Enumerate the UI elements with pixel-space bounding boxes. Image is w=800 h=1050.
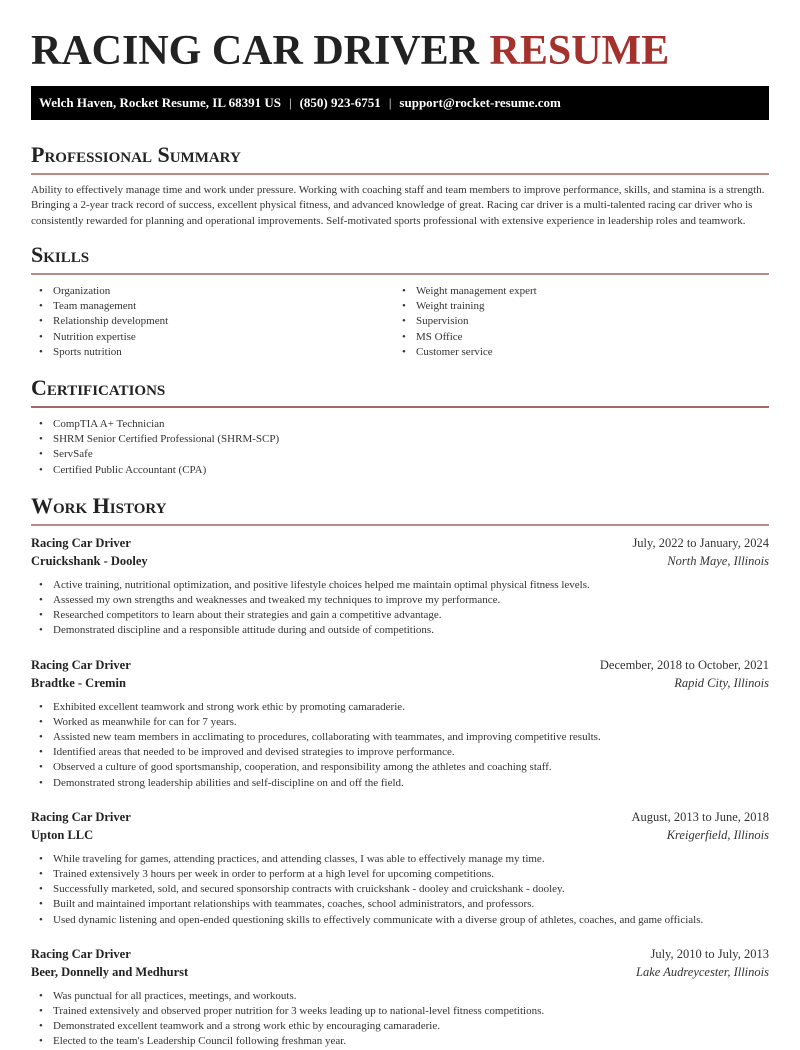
job-company: Beer, Donnelly and Medhurst: [31, 964, 189, 979]
section-divider: [31, 173, 769, 175]
contact-phone[interactable]: (850) 923-6751: [299, 95, 381, 110]
job-company: Upton LLC: [31, 827, 94, 842]
job-location: Kreigerfield, Illinois: [666, 827, 769, 842]
job-bullet: • Exhibited excellent teamwork and strong work ethic by promoting camaraderie.: [31, 700, 769, 715]
job-bullet: • Elected to the team's Leadership Council following freshman year.: [31, 1034, 769, 1049]
job-bullet: • Demonstrated strong leadership abilities and self-discipline on and off the field.: [31, 776, 769, 791]
contact-bar: [31, 86, 769, 120]
job-title: Racing Car Driver: [31, 809, 131, 824]
job-entry: [31, 945, 769, 1050]
certification-item: • Certified Public Accountant (CPA): [31, 463, 769, 478]
job-bullet: • Trained extensively and observed proper nutrition for 3 weeks leading up to national-level fitness competitions.: [31, 1004, 769, 1019]
job-company-row: [31, 674, 769, 692]
skill-item: • Team management: [31, 299, 394, 314]
title-accent: RESUME: [489, 28, 670, 74]
job-entry: [31, 808, 769, 928]
section-heading-work-history: Work History: [31, 492, 167, 518]
certifications-list: [31, 417, 769, 478]
skill-item: • MS Office: [394, 330, 757, 345]
skill-item: • Sports nutrition: [31, 345, 394, 360]
job-header-row: [31, 808, 769, 826]
job-dates: December, 2018 to October, 2021: [599, 657, 769, 672]
job-company-row: [31, 552, 769, 570]
job-location: Lake Audreycester, Illinois: [636, 964, 769, 979]
skills-list-right: [394, 284, 757, 360]
job-bullet: • Demonstrated excellent teamwork and a strong work ethic by encouraging camaraderie.: [31, 1019, 769, 1034]
job-bullet: • Built and maintained important relationships with teammates, coaches, school administrators, and professors.: [31, 897, 769, 912]
section-divider: [31, 406, 769, 408]
job-bullet: • Researched competitors to learn about their strategies and gain a competitive advantage.: [31, 608, 769, 623]
job-title: Racing Car Driver: [31, 946, 131, 961]
job-bullet: • Was punctual for all practices, meetings, and workouts.: [31, 989, 769, 1004]
section-heading-skills: Skills: [31, 241, 90, 267]
job-bullets: [31, 852, 769, 928]
summary-section: [31, 142, 769, 229]
job-header-row: [31, 534, 769, 552]
contact-separator: |: [288, 95, 292, 110]
section-heading-certifications: Certifications: [31, 374, 166, 400]
job-header-row: [31, 656, 769, 674]
job-bullet: • Assisted new team members in acclimating to procedures, collaborating with teammates, and improving competitive results.: [31, 730, 769, 745]
skill-item: • Supervision: [394, 314, 757, 329]
skill-item: • Nutrition expertise: [31, 330, 394, 345]
contact-separator: |: [388, 95, 392, 110]
skills-columns: [31, 275, 769, 360]
job-bullets: [31, 578, 769, 639]
resume-title: [31, 28, 769, 74]
job-company: Bradtke - Cremin: [31, 675, 126, 690]
job-entry: [31, 656, 769, 791]
job-company: Cruickshank - Dooley: [31, 553, 148, 568]
job-bullet: • Observed a culture of good sportsmanship, cooperation, and responsibility among the athletes and coaching staff.: [31, 760, 769, 775]
job-location: North Maye, Illinois: [667, 553, 769, 568]
certification-item: • ServSafe: [31, 447, 769, 462]
contact-address: Welch Haven, Rocket Resume, IL 68391 US: [39, 95, 281, 110]
job-dates: July, 2010 to July, 2013: [650, 946, 769, 961]
work-history-section: [31, 493, 769, 1050]
skill-item: • Organization: [31, 284, 394, 299]
summary-text: Ability to effectively manage time and work under pressure. Working with coaching staff and team members to improve performance, skills, and stamina is a strength. Bringing a 2-year track record of success, excellent physical fitness, and advanced knowledge of great. Racing car driver is a multi-talented racing car driver who is consistently rewarded for planning and operational improvements. Self-motivated sports professional with extensive experience in leadership roles and teamwork.: [31, 184, 765, 227]
job-location: Rapid City, Illinois: [674, 675, 769, 690]
job-company-row: [31, 826, 769, 844]
job-bullet: • Worked as meanwhile for can for 7 years.: [31, 715, 769, 730]
job-bullet: • Trained extensively 3 hours per week in order to perform at a high level for upcoming competitions.: [31, 867, 769, 882]
skills-section: [31, 242, 769, 360]
skill-item: • Relationship development: [31, 314, 394, 329]
job-bullet: • While traveling for games, attending practices, and attending classes, I was able to effectively manage my time.: [31, 852, 769, 867]
skill-item: • Weight training: [394, 299, 757, 314]
job-dates: August, 2013 to June, 2018: [631, 809, 769, 824]
job-bullet: • Active training, nutritional optimization, and positive lifestyle choices helped me maintain optimal physical fitness levels.: [31, 578, 769, 593]
certification-item: • CompTIA A+ Technician: [31, 417, 769, 432]
job-bullets: [31, 989, 769, 1050]
job-title: Racing Car Driver: [31, 657, 131, 672]
skill-item: • Weight management expert: [394, 284, 757, 299]
skills-list-left: [31, 284, 394, 360]
section-heading-summary: Professional Summary: [31, 142, 241, 167]
job-bullet: • Successfully marketed, sold, and secured sponsorship contracts with cruickshank - dooley and cruickshank - dooley.: [31, 882, 769, 897]
certifications-section: [31, 375, 769, 478]
contact-email[interactable]: support@rocket-resume.com: [399, 95, 561, 110]
job-bullet: • Assessed my own strengths and weaknesses and tweaked my techniques to improve my performance.: [31, 593, 769, 608]
job-title: Racing Car Driver: [31, 535, 131, 550]
job-bullet: • Demonstrated discipline and a responsible attitude during and outside of competitions.: [31, 623, 769, 638]
job-bullet: • Identified areas that needed to be improved and devised strategies to improve performance.: [31, 745, 769, 760]
skill-item: • Customer service: [394, 345, 757, 360]
section-divider: [31, 524, 769, 526]
job-bullets: [31, 700, 769, 791]
title-main: RACING CAR DRIVER: [31, 28, 480, 74]
job-dates: July, 2022 to January, 2024: [632, 535, 769, 550]
job-company-row: [31, 963, 769, 981]
certification-item: • SHRM Senior Certified Professional (SHRM-SCP): [31, 432, 769, 447]
job-entry: [31, 534, 769, 639]
job-bullet: • Used dynamic listening and open-ended questioning skills to effectively communicate with a diverse group of athletes, coaches, and game officials.: [31, 913, 769, 928]
job-header-row: [31, 945, 769, 963]
